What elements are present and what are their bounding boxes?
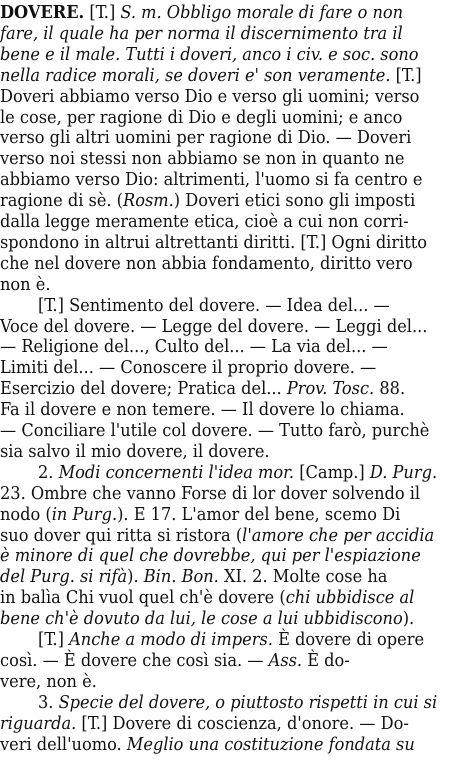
italic-text: Ass. <box>268 649 303 671</box>
text-run: verso gli altri uomini per ragione di Dio. — Doveri <box>0 127 412 149</box>
italic-text: Bin. Bon. <box>143 566 219 588</box>
text-run: 3. <box>38 691 59 713</box>
italic-text: bene e il male. Tutti i doveri, anco i civ. e soc. sono <box>0 43 419 65</box>
text-run: le cose, per ragione di Dio e degli uomini; e anco <box>0 106 403 128</box>
text-run: [T.] Sentimento del dovere. — Idea del... — <box>38 294 390 316</box>
italic-text: in Purg. <box>51 503 118 525</box>
text-run: [T.] Dovere di coscienza, d'onore. — Do- <box>76 712 409 734</box>
text-run: ). <box>127 566 144 588</box>
italic-text: D. Purg. <box>369 461 438 483</box>
italic-text: l'amore che per accidia <box>242 524 435 546</box>
text-run: sia salvo il mio dovere, il dovere. <box>0 440 270 462</box>
italic-text: del Purg. si rifà <box>0 566 128 588</box>
text-run: nodo ( <box>0 503 52 525</box>
text-run: così. — È dovere che così sia. — <box>0 649 269 671</box>
text-line <box>0 733 415 760</box>
text-run: [T.] <box>38 629 70 650</box>
text-run: [T.] <box>84 2 121 23</box>
text-run: È do- <box>302 649 350 671</box>
text-run: [T.] <box>390 64 422 86</box>
text-run: ) Doveri etici sono gli imposti <box>173 190 416 212</box>
italic-text: chi ubbidisce al <box>285 587 415 609</box>
text-run: 2. <box>38 461 59 483</box>
text-run: ). <box>402 608 415 630</box>
text-run: Voce del dovere. — Legge del dovere. — Leggi del... <box>0 315 428 337</box>
text-run: È dovere di opere <box>272 629 425 650</box>
text-run: spondono in altrui altrettanti diritti. [T.] Ogni diritto <box>0 231 428 253</box>
text-run: ). E 17. L'amor del bene, scemo Di <box>117 503 401 525</box>
italic-text: Specie del dovere, o piuttosto rispetti in cui si <box>58 691 438 713</box>
text-run: in balìa Chi vuol quel ch'è dovere ( <box>0 587 286 609</box>
text-run: veri dell'uomo. <box>0 733 127 755</box>
text-run: [Camp.] <box>294 461 370 483</box>
text-run: — Religione del..., Culto del... — La via del... — <box>0 336 388 358</box>
headword: DOVERE. <box>0 2 85 23</box>
text-run: vere, non è. <box>0 670 97 692</box>
text-run: XI. 2. Molte cose ha <box>218 566 388 588</box>
italic-text: S. m. Obbligo morale di fare o non <box>120 2 404 23</box>
text-run: dalla legge meramente etica, cioè a cui non corri- <box>0 211 409 232</box>
italic-text: Anche a modo di impers. <box>69 629 273 650</box>
italic-text: è minore di quel che dovrebbe, qui per l'espiazione <box>0 545 421 567</box>
italic-text: Modi concernenti l'idea mor. <box>58 461 295 483</box>
text-run: 88. <box>374 378 406 400</box>
text-run: non è. <box>0 273 51 295</box>
text-run: abbiamo verso Dio: altrimenti, l'uomo si fa centro e <box>0 169 423 191</box>
italic-text: bene ch'è dovuto da lui, le cose a lui ubbidiscono <box>0 608 403 630</box>
italic-text: nella radice morali, se doveri e' son veramente. <box>0 64 391 86</box>
text-run: Fa il dovere e non temere. — Il dovere lo chiama. <box>0 399 405 421</box>
text-run: Esercizio del dovere; Pratica del... <box>0 378 287 400</box>
text-run: Doveri abbiamo verso Dio e verso gli uomini; verso <box>0 85 420 107</box>
italic-text: Rosm. <box>123 190 174 212</box>
text-run: — Conciliare l'utile col dovere. — Tutto farò, purchè <box>0 420 430 441</box>
italic-text: riguarda. <box>0 712 77 734</box>
text-run: verso noi stessi non abbiamo se non in quanto ne <box>0 148 405 170</box>
text-run: 23. Ombre che vanno Forse di lor dover solvendo il <box>0 482 421 504</box>
text-run: Limiti del... — Conoscere il proprio dovere. — <box>0 357 377 379</box>
text-run: ragione di sè. ( <box>0 190 124 212</box>
text-line <box>0 252 413 279</box>
text-run: suo dover qui ritta si ristora ( <box>0 524 243 546</box>
text-run: che nel dovere non abbia fondamento, diritto vero <box>0 252 413 274</box>
italic-text: Prov. Tosc. <box>286 378 375 400</box>
italic-text: Meglio una costituzione fondata su <box>126 733 415 755</box>
italic-text: fare, il quale ha per norma il discernimento tra il <box>0 22 403 44</box>
